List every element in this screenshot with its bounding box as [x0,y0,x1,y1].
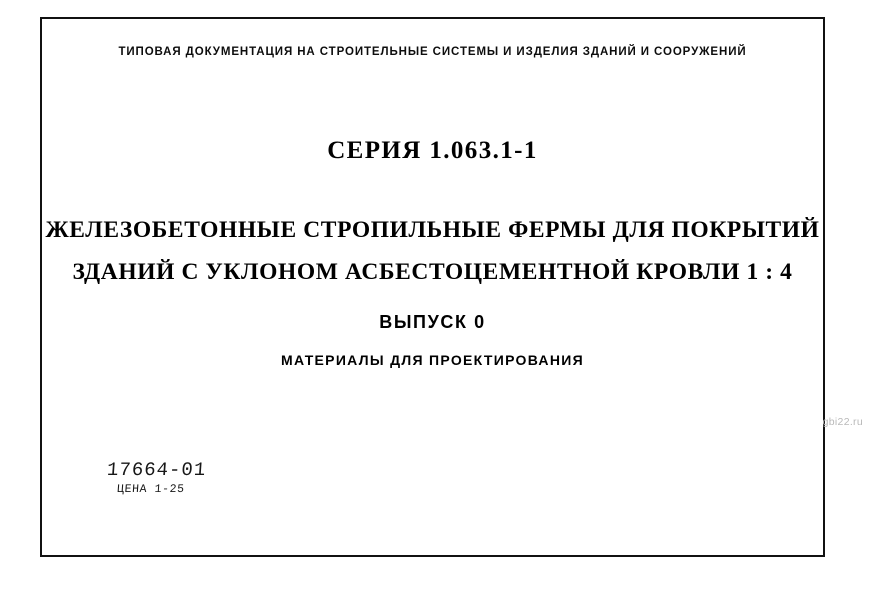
document-series-number: СЕРИЯ 1.063.1-1 [327,137,538,164]
document-stamp [107,459,206,496]
page-title-line-1: ЖЕЛЕЗОБЕТОННЫЕ СТРОПИЛЬНЫЕ ФЕРМЫ ДЛЯ ПОКРЫТИЙ [45,217,820,243]
page-title-line-2: ЗДАНИЙ С УКЛОНОМ АСБЕСТОЦЕМЕНТНОЙ КРОВЛИ 1 : 4 [72,259,793,285]
document-header-note: ТИПОВАЯ ДОКУМЕНТАЦИЯ НА СТРОИТЕЛЬНЫЕ СИСТЕМЫ И ИЗДЕЛИЯ ЗДАНИЙ И СООРУЖЕНИЙ [118,46,747,58]
document-issue-number: ВЫПУСК 0 [379,312,486,332]
document-content [42,19,823,555]
watermark-label: gbi22.ru [822,416,863,428]
stamp-price: ЦЕНА 1-25 [116,483,185,496]
document-subtitle: МАТЕРИАЛЫ ДЛЯ ПРОЕКТИРОВАНИЯ [281,352,584,368]
stamp-code: 17664-01 [106,459,207,481]
page-title [42,209,823,293]
document-frame [40,17,825,557]
